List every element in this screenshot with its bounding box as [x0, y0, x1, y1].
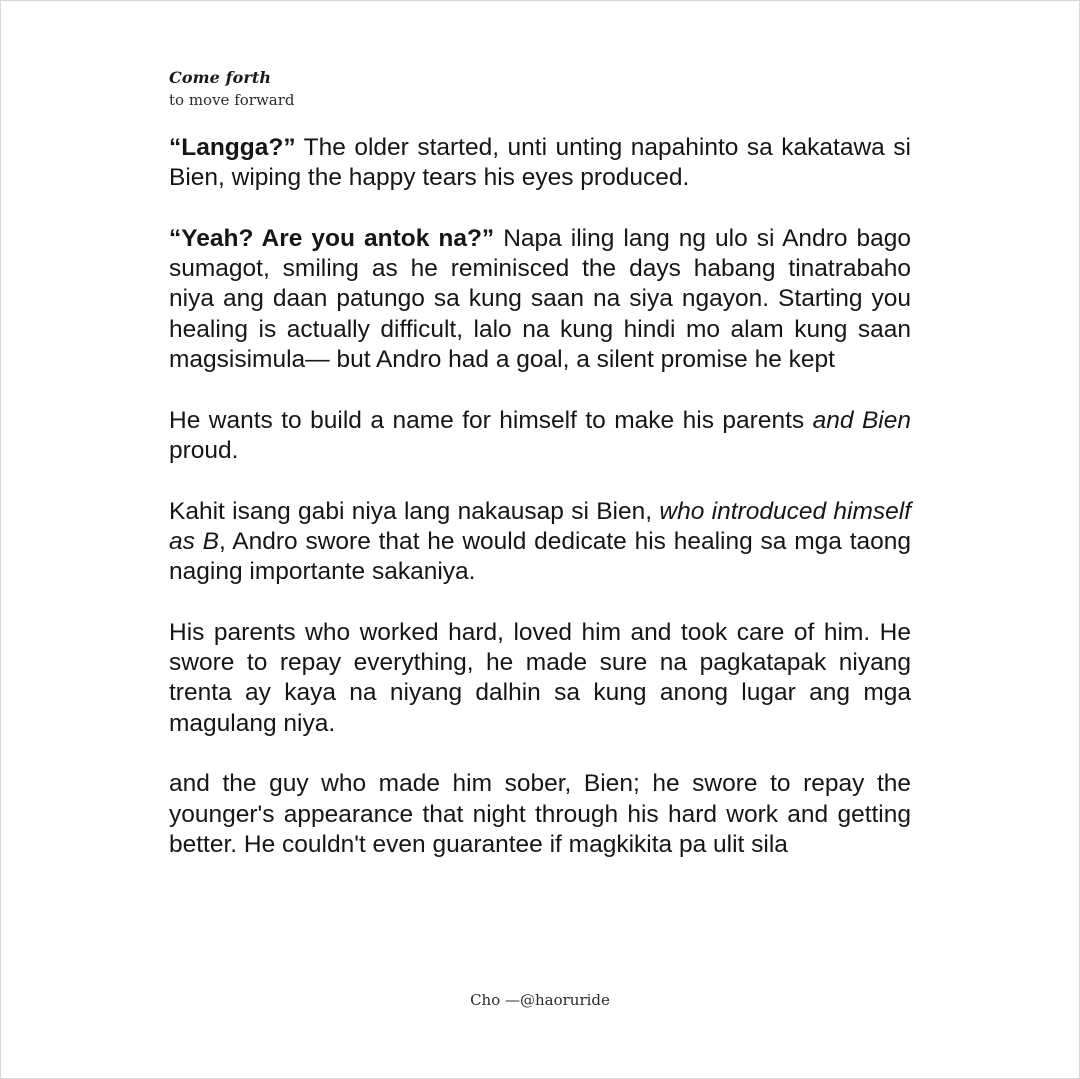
narration-text: Kahit isang gabi niya lang nakausap si Bien, — [169, 497, 660, 525]
paragraph-2 — [169, 224, 911, 375]
emphasis-text: and Bien — [812, 406, 911, 434]
paragraph-4 — [169, 497, 911, 588]
paragraph-5 — [169, 618, 911, 739]
story-body — [169, 133, 911, 860]
paragraph-3 — [169, 406, 911, 467]
dialogue-text: “Langga?” — [169, 134, 296, 161]
narration-text: He wants to build a name for himself to make his parents — [169, 406, 813, 434]
emphasis-text: who introduced himself as B — [169, 497, 911, 555]
narration-text: proud. — [169, 436, 239, 464]
page-header — [169, 67, 295, 111]
narration-text: The older started, unti unting napahinto sa kakatawa si Bien, wiping the happy tears his eyes produced. — [169, 134, 911, 192]
story-title: Come forth — [169, 68, 272, 87]
dialogue-text: “Yeah? Are you antok na?” — [169, 224, 495, 252]
paragraph-6 — [169, 769, 911, 860]
author-credit: Cho —@haoruride — [470, 991, 610, 1009]
narration-text: and the guy who made him sober, Bien; he swore to repay the younger's appearance that night through his hard work and getting better. He couldn't even guarantee if magkikita pa ulit sila — [169, 770, 911, 858]
narration-text: His parents who worked hard, loved him and took care of him. He swore to repay everything, he made sure na pagkatapak niyang trenta ay kaya na niyang dalhin sa kung anong lugar ang mga magulang niya. — [169, 618, 911, 737]
narration-text: Napa iling lang ng ulo si Andro bago sumagot, smiling as he reminisced the days habang tinatrabaho niya ang daan patungo sa kung saan na siya ngayon. Starting you healing is actually difficult, lalo na kung hindi mo alam kung saan magsisimula— but Andro had a goal, a silent promise he kept — [169, 224, 911, 374]
narration-text: , Andro swore that he would dedicate his healing sa mga taong naging importante sakaniya. — [169, 527, 912, 586]
paragraph-1 — [169, 133, 911, 194]
story-subtitle: to move forward — [169, 91, 295, 109]
